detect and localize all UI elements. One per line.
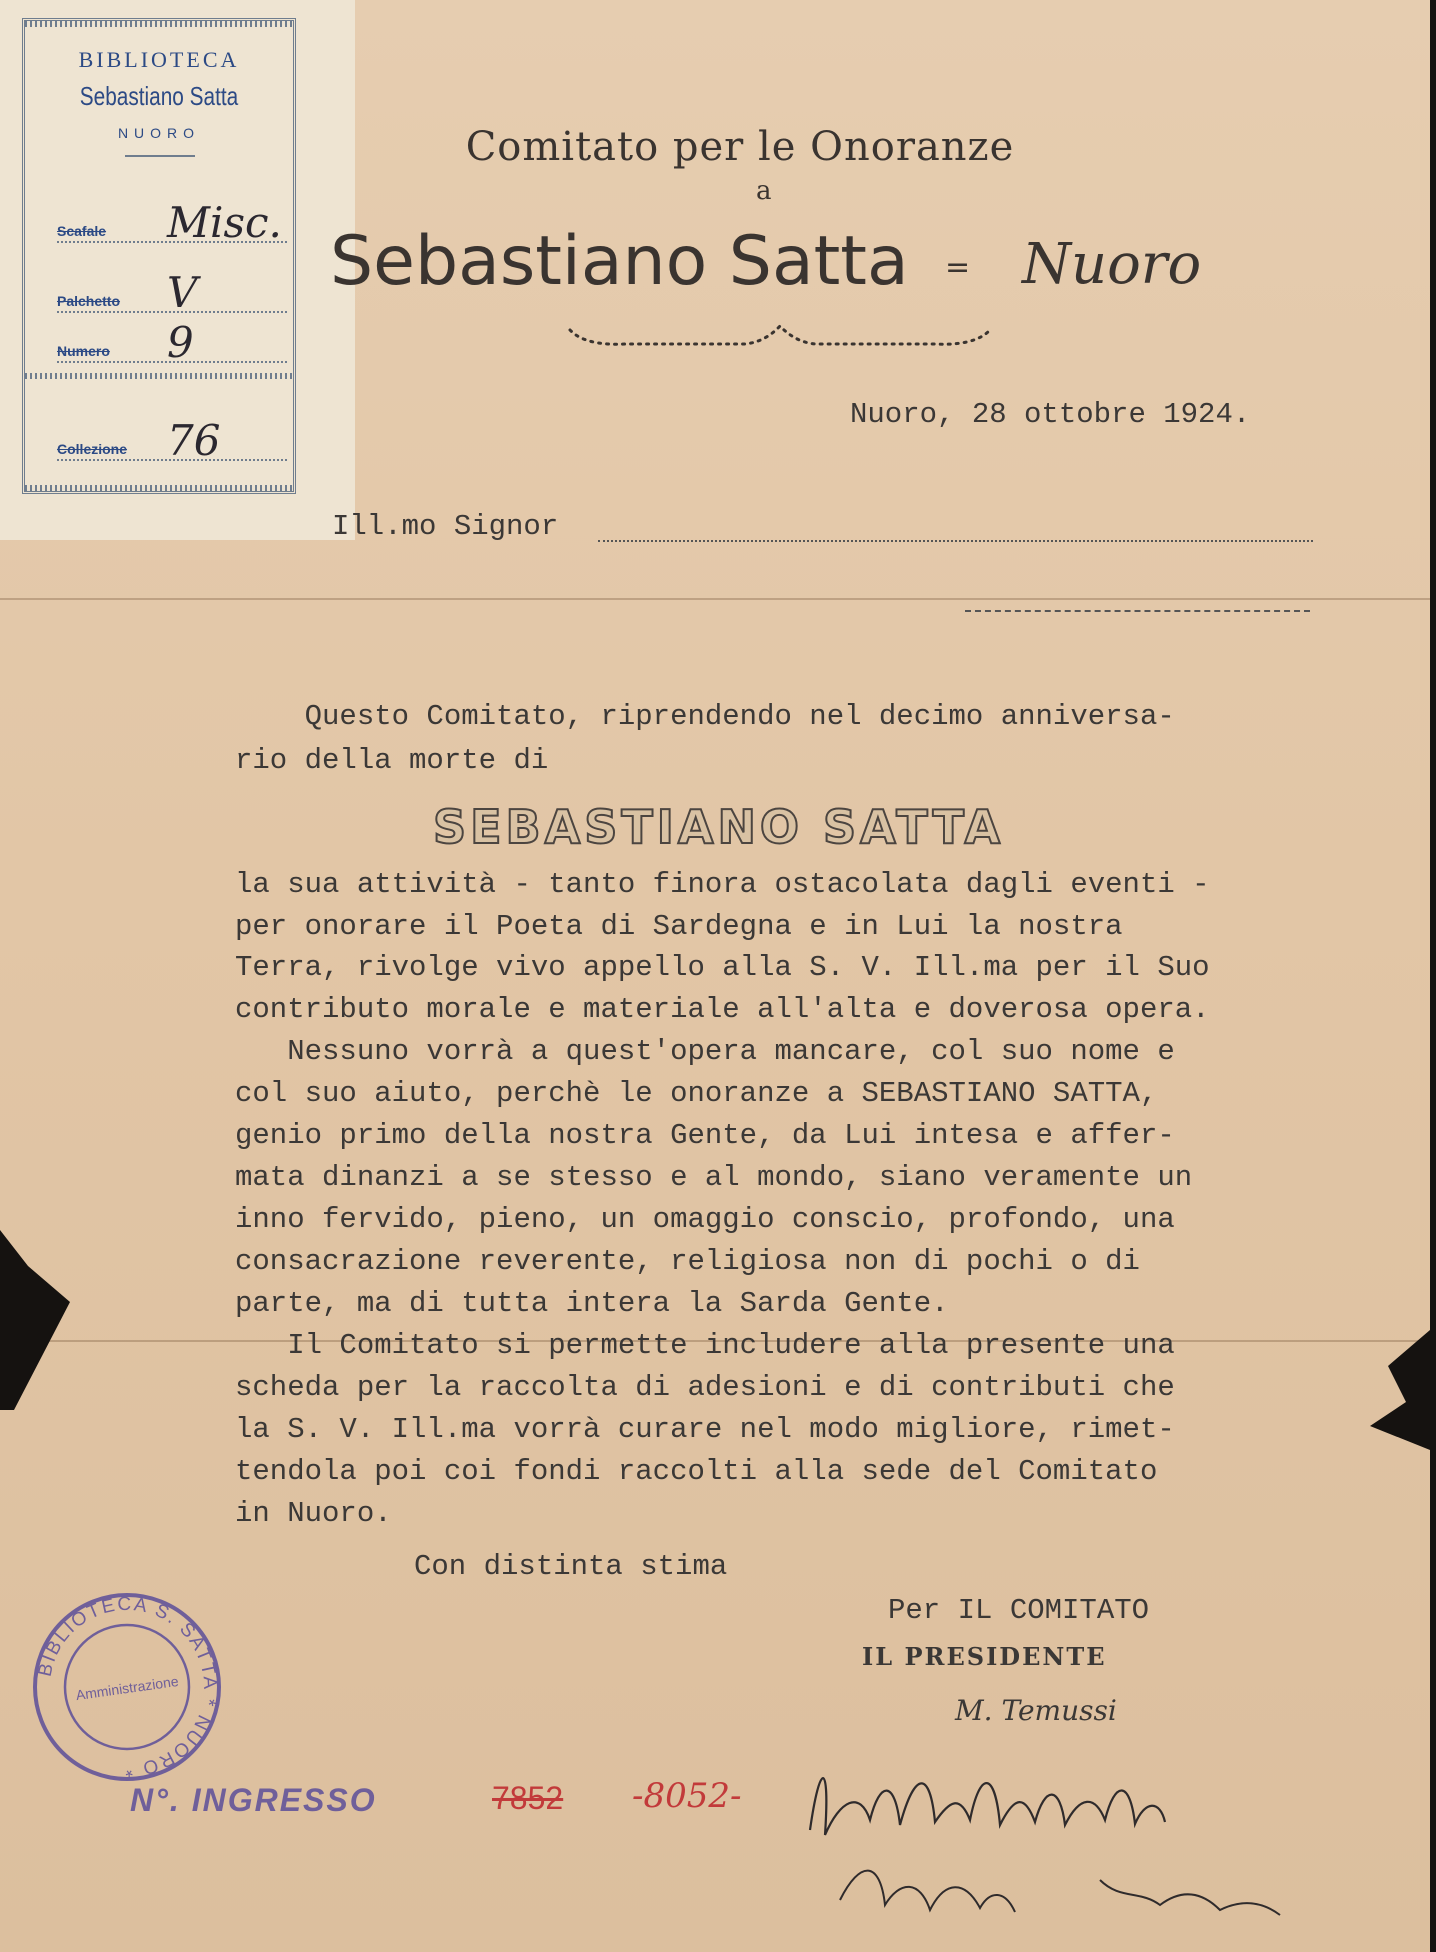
ingresso-old-number: 7852 bbox=[492, 1780, 564, 1816]
body-line: inno fervido, pieno, un omaggio conscio, profondo, una bbox=[235, 1203, 1175, 1236]
body-line: tendola poi coi fondi raccolti alla sede del Comitato bbox=[235, 1455, 1158, 1488]
body-line: Terra, rivolge vivo appello alla S. V. Ill.ma per il Suo bbox=[235, 951, 1210, 984]
letterhead-separator: = bbox=[945, 250, 971, 285]
body-line: Il Comitato si permette includere alla presente una bbox=[235, 1329, 1175, 1362]
body-line: scheda per la raccolta di adesioni e di contributi che bbox=[235, 1371, 1175, 1404]
body-line: Questo Comitato, riprendendo nel decimo anniversa- bbox=[235, 700, 1175, 733]
library-field-label: Scafale bbox=[57, 223, 107, 239]
library-field-collezione bbox=[57, 416, 287, 465]
body-line: la S. V. Ill.ma vorrà curare nel modo migliore, rimet- bbox=[235, 1413, 1175, 1446]
library-label bbox=[0, 0, 355, 540]
library-field-label: Palchetto bbox=[57, 293, 121, 309]
signature-name: M. Temussi bbox=[955, 1694, 1117, 1727]
body-line: mata dinanzi a se stesso e al mondo, siano veramente un bbox=[235, 1161, 1193, 1194]
library-field-value: 76 bbox=[167, 416, 221, 465]
body-line: contributo morale e materiale all'alta e doverosa opera. bbox=[235, 993, 1210, 1026]
stamp-ring-text: BIBLIOTECA S. SATTA * NUORO * bbox=[34, 1593, 221, 1781]
library-field-numero bbox=[57, 318, 287, 367]
body-line: per onorare il Poeta di Sardegna e in Lui la nostra bbox=[235, 910, 1123, 943]
body-line: la sua attività - tanto finora ostacolata dagli eventi - bbox=[235, 868, 1210, 901]
letterhead-ornament-icon bbox=[565, 318, 995, 352]
handwritten-signatures-icon bbox=[800, 1740, 1320, 1940]
fold-line bbox=[0, 598, 1430, 600]
torn-edge bbox=[0, 1230, 70, 1410]
library-label-line1: BIBLIOTECA bbox=[78, 47, 240, 72]
library-label-line3: NUORO bbox=[117, 125, 201, 141]
body-line: col suo aiuto, perchè le onoranze a SEBASTIANO SATTA, bbox=[235, 1077, 1158, 1110]
dashed-rule bbox=[965, 610, 1310, 612]
body-line: rio della morte di bbox=[235, 744, 549, 777]
letterhead-line1: Comitato per le Onoranze bbox=[465, 124, 1015, 170]
closing-formula: Con distinta stima bbox=[414, 1550, 728, 1583]
library-label-line2: Sebastiano Satta bbox=[79, 81, 239, 111]
body-line: parte, ma di tutta intera la Sarda Gente. bbox=[235, 1287, 949, 1320]
signature-title: IL PRESIDENTE bbox=[862, 1642, 1107, 1671]
label-border-ticks bbox=[25, 21, 293, 27]
label-border-ticks bbox=[25, 485, 293, 491]
poet-name-heading: SEBASTIANO SATTA bbox=[433, 800, 1005, 854]
library-field-palchetto bbox=[57, 268, 287, 317]
library-field-value: 9 bbox=[167, 318, 194, 367]
library-field-label: Numero bbox=[57, 343, 110, 359]
body-line: in Nuoro. bbox=[235, 1497, 392, 1530]
ingresso-new-number: -8052- bbox=[632, 1776, 742, 1816]
letterhead-city: Nuoro bbox=[1022, 232, 1202, 297]
library-field-label: Collezione bbox=[57, 441, 128, 457]
stamp-center-text: Amministrazione bbox=[74, 1672, 180, 1704]
library-field-scafale bbox=[57, 198, 287, 247]
ingresso-label: N°. INGRESSO bbox=[130, 1782, 377, 1818]
body-line: consacrazione reverente, religiosa non di pochi o di bbox=[235, 1245, 1140, 1278]
library-label-frame bbox=[22, 18, 296, 494]
label-border-ticks bbox=[25, 373, 293, 379]
torn-edge bbox=[1370, 1330, 1430, 1450]
salutation: Ill.mo Signor bbox=[332, 510, 559, 543]
body-line: genio primo della nostra Gente, da Lui intesa e affer- bbox=[235, 1119, 1175, 1152]
library-stamp-icon bbox=[25, 1585, 230, 1790]
letterhead-a: a bbox=[756, 176, 772, 206]
letterhead-name: Sebastiano Satta bbox=[330, 222, 909, 301]
letter-date: Nuoro, 28 ottobre 1924. bbox=[850, 398, 1251, 431]
addressee-blank-line bbox=[598, 540, 1313, 542]
label-divider bbox=[125, 155, 195, 157]
body-line: Nessuno vorrà a quest'opera mancare, col suo nome e bbox=[235, 1035, 1175, 1068]
signature-committee: Per IL COMITATO bbox=[888, 1594, 1150, 1627]
library-field-value: V bbox=[167, 268, 198, 317]
library-field-value: Misc. bbox=[167, 198, 282, 247]
